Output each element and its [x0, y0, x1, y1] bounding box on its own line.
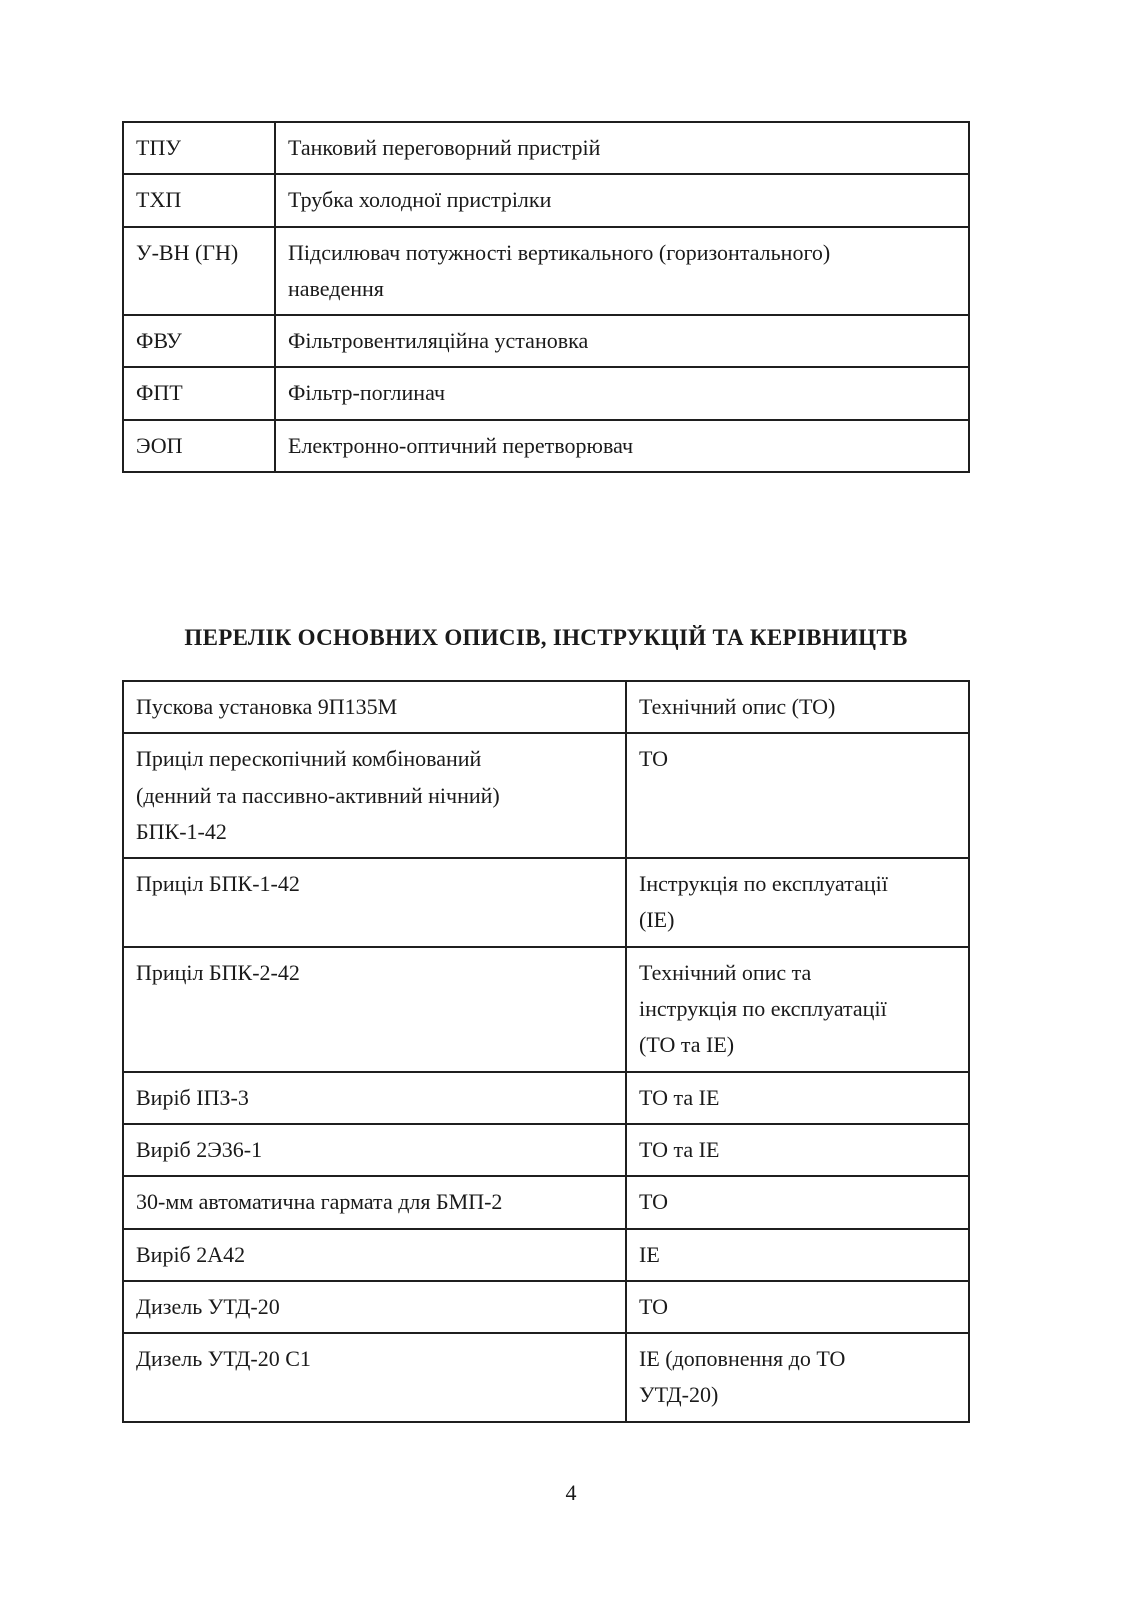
table-cell-definition: Фільтровентиляційна установка — [275, 315, 969, 367]
table-row — [123, 420, 969, 472]
table-cell-doc: ТО та ІЕ — [626, 1124, 969, 1176]
table-row — [123, 1229, 969, 1281]
table-row — [123, 315, 969, 367]
table-cell-item: Пускова установка 9П135М — [123, 681, 626, 733]
table-cell-abbr: ФВУ — [123, 315, 275, 367]
table-cell-doc: ТО та ІЕ — [626, 1072, 969, 1124]
table-row — [123, 1072, 969, 1124]
section-heading: ПЕРЕЛІК ОСНОВНИХ ОПИСІВ, ІНСТРУКЦІЙ ТА КЕРІВНИЦТВ — [184, 625, 908, 650]
table-cell-doc: ТО — [626, 1281, 969, 1333]
table-cell-item: Дизель УТД-20 — [123, 1281, 626, 1333]
table-row — [123, 1176, 969, 1228]
table-row — [123, 1281, 969, 1333]
table-cell-definition: Підсилювач потужності вертикального (горизонтального) наведення — [275, 227, 969, 316]
table-row — [123, 1124, 969, 1176]
table-cell-abbr: ФПТ — [123, 367, 275, 419]
documents-table — [122, 680, 970, 1423]
table-cell-item: Приціл перескопічний комбінований (денний та пассивно-активний нічний) БПК-1-42 — [123, 733, 626, 858]
table-cell-item: Виріб 2Э36-1 — [123, 1124, 626, 1176]
table-cell-item: Дизель УТД-20 С1 — [123, 1333, 626, 1422]
table-row — [123, 227, 969, 316]
table-cell-item: Приціл БПК-2-42 — [123, 947, 626, 1072]
table-row — [123, 1333, 969, 1422]
table-cell-abbr: У-ВН (ГН) — [123, 227, 275, 316]
table-row — [123, 947, 969, 1072]
table-cell-item: Приціл БПК-1-42 — [123, 858, 626, 947]
table-cell-definition: Електронно-оптичний перетворювач — [275, 420, 969, 472]
table-row — [123, 858, 969, 947]
table-cell-definition: Трубка холодної пристрілки — [275, 174, 969, 226]
table-cell-item: 30-мм автоматична гармата для БМП-2 — [123, 1176, 626, 1228]
table-row — [123, 122, 969, 174]
abbreviations-table-body — [123, 122, 969, 472]
table-cell-doc: ІЕ (доповнення до ТО УТД-20) — [626, 1333, 969, 1422]
abbreviations-table — [122, 121, 970, 473]
table-cell-abbr: ЭОП — [123, 420, 275, 472]
table-cell-doc: Технічний опис (ТО) — [626, 681, 969, 733]
table-cell-abbr: ТХП — [123, 174, 275, 226]
table-cell-abbr: ТПУ — [123, 122, 275, 174]
page-number: 4 — [565, 1480, 577, 1505]
table-cell-doc: ІЕ — [626, 1229, 969, 1281]
table-cell-doc: Інструкція по експлуатації (ІЕ) — [626, 858, 969, 947]
table-cell-item: Виріб ІПЗ-3 — [123, 1072, 626, 1124]
documents-table-body — [123, 681, 969, 1422]
table-cell-definition: Танковий переговорний пристрій — [275, 122, 969, 174]
table-row — [123, 174, 969, 226]
table-cell-doc: ТО — [626, 1176, 969, 1228]
table-cell-item: Виріб 2А42 — [123, 1229, 626, 1281]
table-cell-doc: Технічний опис та інструкція по експлуатації (ТО та ІЕ) — [626, 947, 969, 1072]
table-cell-definition: Фільтр-поглинач — [275, 367, 969, 419]
table-row — [123, 367, 969, 419]
table-cell-doc: ТО — [626, 733, 969, 858]
table-row — [123, 733, 969, 858]
table-row — [123, 681, 969, 733]
